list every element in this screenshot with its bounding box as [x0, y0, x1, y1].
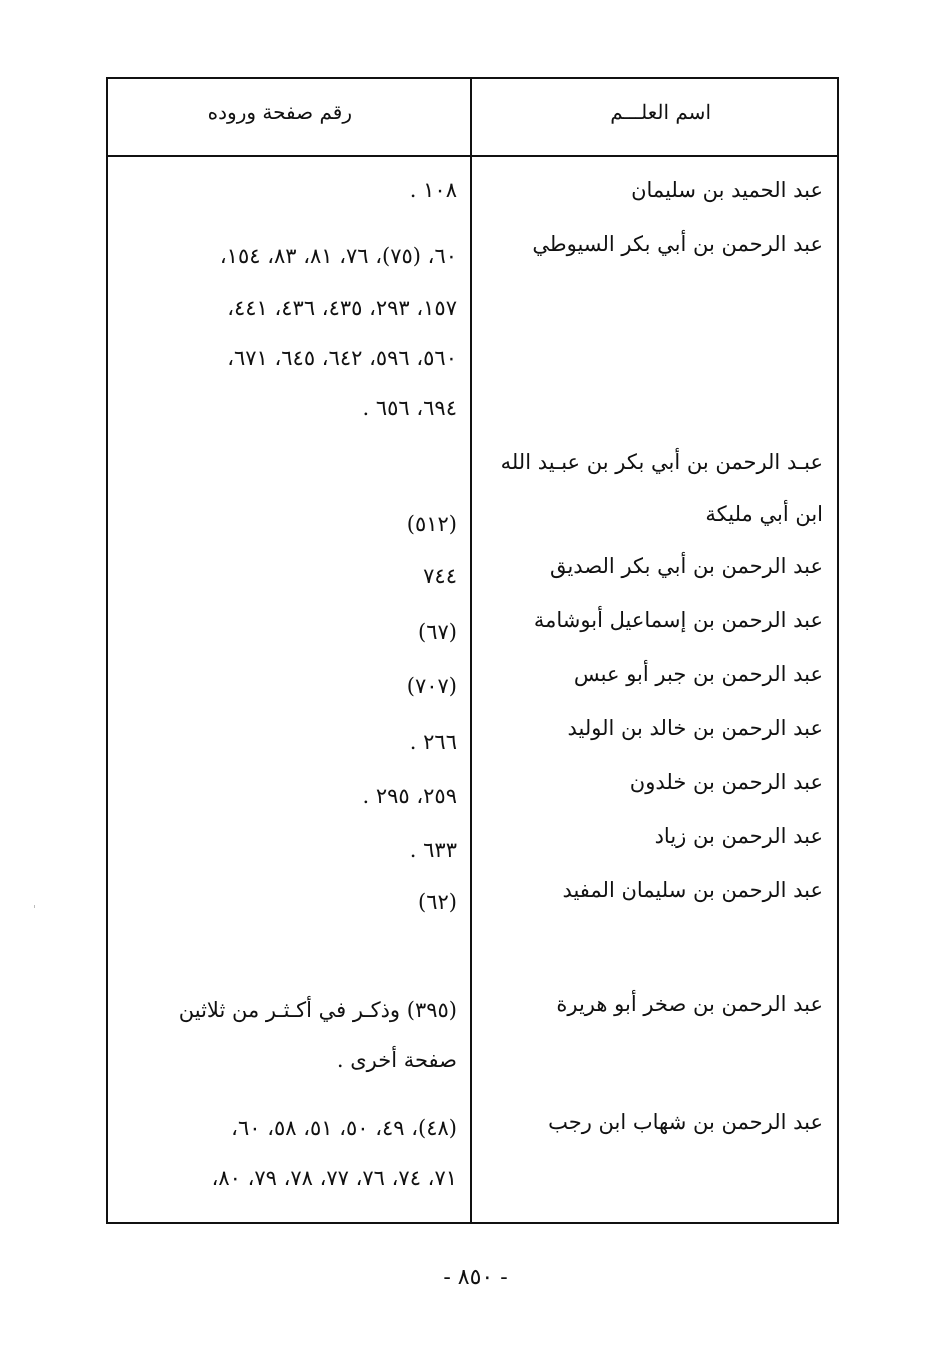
column-divider	[470, 77, 472, 1224]
page-number: - ٨٥٠ -	[443, 1265, 508, 1290]
entry-name: عبد الرحمن بن جبر أبو عبس	[573, 662, 823, 686]
entry-pages: ٢٥٩، ٢٩٥ .	[362, 784, 457, 808]
entry-pages: (٦٧)	[418, 620, 457, 644]
entry-pages: (٦٢)	[418, 890, 457, 914]
entry-name: عبد الرحمن بن إسماعيل أبوشامة	[533, 608, 823, 632]
entry-name: عبد الرحمن بن زياد	[654, 824, 823, 848]
entry-pages: ٦٣٣ .	[409, 838, 457, 862]
entry-pages: (٥١٢)	[406, 512, 457, 536]
entry-pages: (٤٨)، ٤٩، ٥٠، ٥١، ٥٨، ٦٠،	[231, 1116, 457, 1140]
entry-name: عبـد الرحمن بن أبي بكر بن عبـيد الله	[500, 450, 823, 474]
entry-pages: صفحة أخرى .	[336, 1048, 457, 1072]
entry-pages: ٧٤٤	[423, 564, 457, 588]
entry-pages: ١٠٨ .	[409, 178, 457, 202]
entry-name: عبد الرحمن بن سليمان المفيد	[562, 878, 823, 902]
entry-pages: ٥٦٠، ٥٩٦، ٦٤٢، ٦٤٥، ٦٧١،	[227, 346, 457, 370]
entry-name: عبد الرحمن بن صخر أبو هريرة	[556, 992, 823, 1016]
entry-pages: ٢٦٦ .	[409, 730, 457, 754]
scan-mark	[34, 905, 35, 908]
entry-name: عبد الرحمن بن أبي بكر السيوطي	[532, 232, 823, 256]
header-name: اسم العلـــم	[610, 100, 711, 124]
entry-name: عبد الرحمن بن شهاب ابن رجب	[548, 1110, 823, 1134]
entry-pages: ٦٠، (٧٥)، ٧٦، ٨١، ٨٣، ١٥٤،	[219, 244, 457, 268]
header-pages: رقم صفحة وروده	[207, 100, 352, 124]
entry-pages: (٧٠٧)	[406, 674, 457, 698]
entry-pages: ٧١، ٧٤، ٧٦، ٧٧، ٧٨، ٧٩، ٨٠،	[211, 1166, 457, 1190]
entry-name: عبد الرحمن بن أبي بكر الصديق	[549, 554, 823, 578]
entry-pages: ٦٩٤، ٦٥٦ .	[362, 396, 457, 420]
entry-pages: ١٥٧، ٢٩٣، ٤٣٥، ٤٣٦، ٤٤١،	[227, 296, 457, 320]
entry-name: عبد الرحمن بن خلدون	[629, 770, 823, 794]
entry-name: ابن أبي مليكة	[705, 502, 823, 526]
entry-pages: (٣٩٥) وذكـر في أكـثـر من ثلاثين	[178, 998, 457, 1022]
entry-name: عبد الحميد بن سليمان	[631, 178, 823, 202]
entry-name: عبد الرحمن بن خالد بن الوليد	[567, 716, 823, 740]
header-rule	[106, 155, 839, 157]
